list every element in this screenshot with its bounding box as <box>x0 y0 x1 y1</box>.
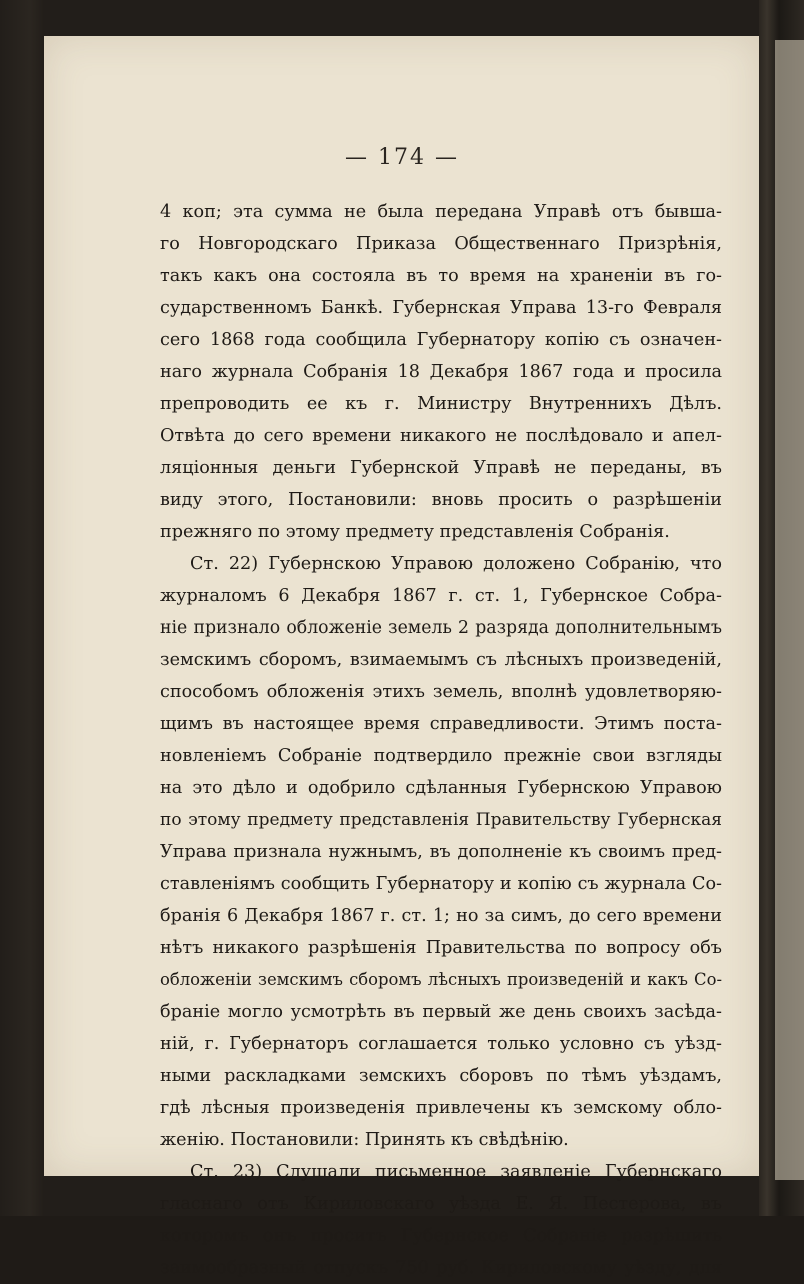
text-line: новленіемъ Собраніе подтвердило прежніе свои взгляды <box>160 746 722 766</box>
text-line: гласнаго отъ Кириловскаго уѣзда Е. Я. Пестерова, въ <box>160 1194 722 1214</box>
adjacent-page-edge <box>775 40 804 1180</box>
text-line: сударственномъ Банкѣ. Губернская Управа 13-го Февраля <box>160 298 722 318</box>
text-line: ными раскладками земскихъ сборовъ по тѣмъ уѣздамъ, <box>160 1066 722 1086</box>
text-line: Ст. 22) Губернскою Управою доложено Собранію, что <box>190 554 722 574</box>
text-line: прежняго по этому предмету представленія Собранія. <box>160 522 670 542</box>
text-line: обложеніи земскимъ сборомъ лѣсныхъ произведеній и какъ Со- <box>160 970 722 989</box>
text-line: на это дѣло и одобрило сдѣланныя Губернскою Управою <box>160 778 722 798</box>
text-line: такъ какъ она состояла въ то время на храненіи въ го- <box>160 266 722 286</box>
text-line: ніе признало обложеніе земель 2 разряда дополнительнымъ <box>160 618 722 638</box>
text-line: ляціонныя деньги Губернской Управѣ не переданы, въ <box>160 458 722 478</box>
body-text <box>160 196 722 1284</box>
text-line: способомъ обложенія этихъ земель, вполнѣ удовлетворяю- <box>160 682 722 702</box>
text-line: бранія 6 Декабря 1867 г. ст. 1; но за симъ, до сего времени <box>160 906 722 926</box>
page-number: — 174 — <box>345 145 459 170</box>
text-line: ній, г. Губернаторъ соглашается только условно съ уѣзд- <box>160 1034 722 1054</box>
text-line: го Новгородскаго Приказа Общественнаго Призрѣнія, <box>160 234 722 254</box>
text-line: наго журнала Собранія 18 Декабря 1867 года и просила <box>160 362 722 382</box>
text-line: виду этого, Постановили: вновь просить о разрѣшеніи <box>160 490 722 510</box>
text-line: которомъ онъ проситъ Губернское Собраніе разрѣшить <box>160 1226 722 1246</box>
text-line: Управа признала нужнымъ, въ дополненіе къ своимъ пред- <box>160 842 722 862</box>
text-line: земскимъ сборомъ, взимаемымъ съ лѣсныхъ произведеній, <box>160 650 722 670</box>
text-line: Ст. 23) Слушали письменное заявленіе Губернскаго <box>190 1162 722 1182</box>
text-line: женію. Постановили: Принять къ свѣдѣнію. <box>160 1130 569 1150</box>
text-line: 4 коп; эта сумма не была передана Управѣ отъ бывша- <box>160 202 722 222</box>
text-line: нѣтъ никакого разрѣшенія Правительства по вопросу объ <box>160 938 722 958</box>
text-line: ставленіямъ сообщить Губернатору и копію съ журнала Со- <box>160 874 722 894</box>
text-line: Отвѣта до сего времени никакого не послѣдовало и апел- <box>160 426 722 446</box>
text-line: сего 1868 года сообщила Губернатору копію съ означен- <box>160 330 722 350</box>
text-line: по этому предмету представленія Правительству Губернская <box>160 810 722 830</box>
text-line: браніе могло усмотрѣть въ первый же день своихъ засѣда- <box>160 1002 722 1022</box>
text-line: заимообразный отпускъ 750 руб. Кириловскому уѣзду, для <box>160 1258 722 1278</box>
text-line: журналомъ 6 Декабря 1867 г. ст. 1, Губернское Собра- <box>160 586 722 606</box>
text-line: щимъ въ настоящее время справедливости. Этимъ поста- <box>160 714 722 734</box>
text-line: препроводить ее къ г. Министру Внутреннихъ Дѣлъ. <box>160 394 722 414</box>
text-line: гдѣ лѣсныя произведенія привлечены къ земскому обло- <box>160 1098 722 1118</box>
